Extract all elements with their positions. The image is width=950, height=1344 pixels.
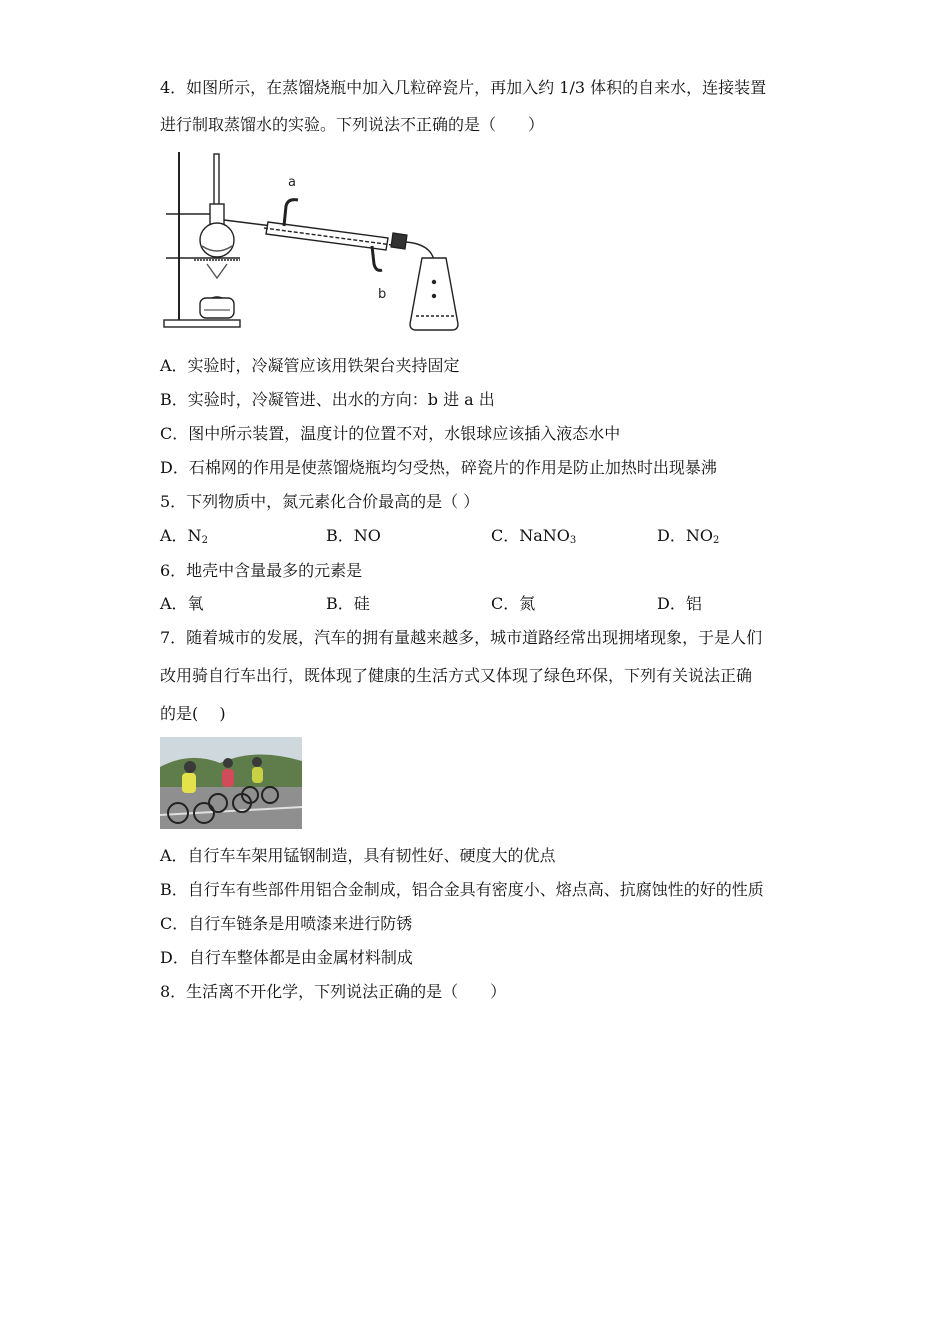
q7-stem-line2: 改用骑自行车出行，既体现了健康的生活方式又体现了绿色环保，下列有关说法正确 (160, 666, 753, 685)
q7-stem-line1: 7．随着城市的发展，汽车的拥有量越来越多，城市道路经常出现拥堵现象，于是人们 (160, 628, 763, 647)
helmet (252, 757, 262, 767)
q4-stem-line2: 进行制取蒸馏水的实验。下列说法不正确的是（ ） (160, 115, 545, 134)
q5-option-b (326, 526, 381, 546)
q8-stem: 8．生活离不开化学，下列说法正确的是（ ） (160, 982, 507, 1001)
q7-option-b: B．自行车有些部件用铝合金制成，铝合金具有密度小、熔点高、抗腐蚀性的好的性质 (160, 880, 764, 899)
q5-option-b-text: B．NO (326, 526, 381, 545)
drip (433, 281, 436, 284)
flask-side-arm (224, 220, 272, 226)
condenser-port-a (284, 200, 298, 226)
q5-option-d-text: D．NO (657, 526, 713, 545)
q6-option-c: C．氮 (491, 594, 536, 613)
q5-stem: 5．下列物质中，氮元素化合价最高的是（ ） (160, 492, 480, 511)
cyclist-1 (182, 773, 196, 793)
adapter (406, 242, 434, 260)
cyclist-3 (252, 767, 263, 783)
cyclist-2 (222, 769, 234, 787)
q4-option-d: D．石棉网的作用是使蒸馏烧瓶均匀受热，碎瓷片的作用是防止加热时出现暴沸 (160, 458, 717, 477)
q7-option-c: C．自行车链条是用喷漆来进行防锈 (160, 914, 413, 933)
drip (433, 295, 436, 298)
q6-option-b: B．硅 (326, 594, 370, 613)
distillation-apparatus-figure (160, 148, 475, 338)
q4-option-c: C．图中所示装置，温度计的位置不对，水银球应该插入液态水中 (160, 424, 621, 443)
q6-options (160, 594, 820, 614)
q5-option-c (491, 526, 576, 551)
q5-option-d-sub: 2 (712, 535, 720, 546)
helmet (223, 758, 233, 768)
q5-option-a (160, 526, 208, 551)
label-b: b (378, 287, 387, 302)
q7-option-d: D．自行车整体都是由金属材料制成 (160, 948, 413, 967)
q4-option-b: B．实验时，冷凝管进、出水的方向：b 进 a 出 (160, 390, 495, 409)
stand-base (164, 320, 240, 327)
q5-option-a-sub: 2 (201, 535, 208, 546)
flame (207, 264, 227, 278)
distilling-flask (200, 223, 234, 257)
q5-option-c-text: C．NaNO (491, 526, 570, 545)
q6-stem: 6．地壳中含量最多的元素是 (160, 561, 363, 580)
condenser-stopper (391, 233, 407, 249)
q5-option-a-text: A．N (160, 526, 202, 545)
q7-stem-line3: 的是( ) (160, 704, 226, 723)
q5-option-c-sub: 3 (569, 535, 577, 546)
lamp-body (200, 298, 234, 318)
q6-option-a: A．氧 (160, 594, 204, 613)
q7-option-a: A．自行车车架用锰钢制造，具有韧性好、硬度大的优点 (160, 846, 556, 865)
q5-option-d (657, 526, 719, 551)
q4-option-a: A．实验时，冷凝管应该用铁架台夹持固定 (160, 356, 460, 375)
helmet (184, 761, 196, 773)
cyclists-photo (160, 737, 302, 829)
q5-options (160, 526, 820, 546)
q4-stem-line1: 4．如图所示，在蒸馏烧瓶中加入几粒碎瓷片，再加入约 1/3 体积的自来水，连接装置 (160, 78, 767, 97)
label-a: a (288, 175, 296, 190)
q6-option-d: D．铝 (657, 594, 702, 613)
